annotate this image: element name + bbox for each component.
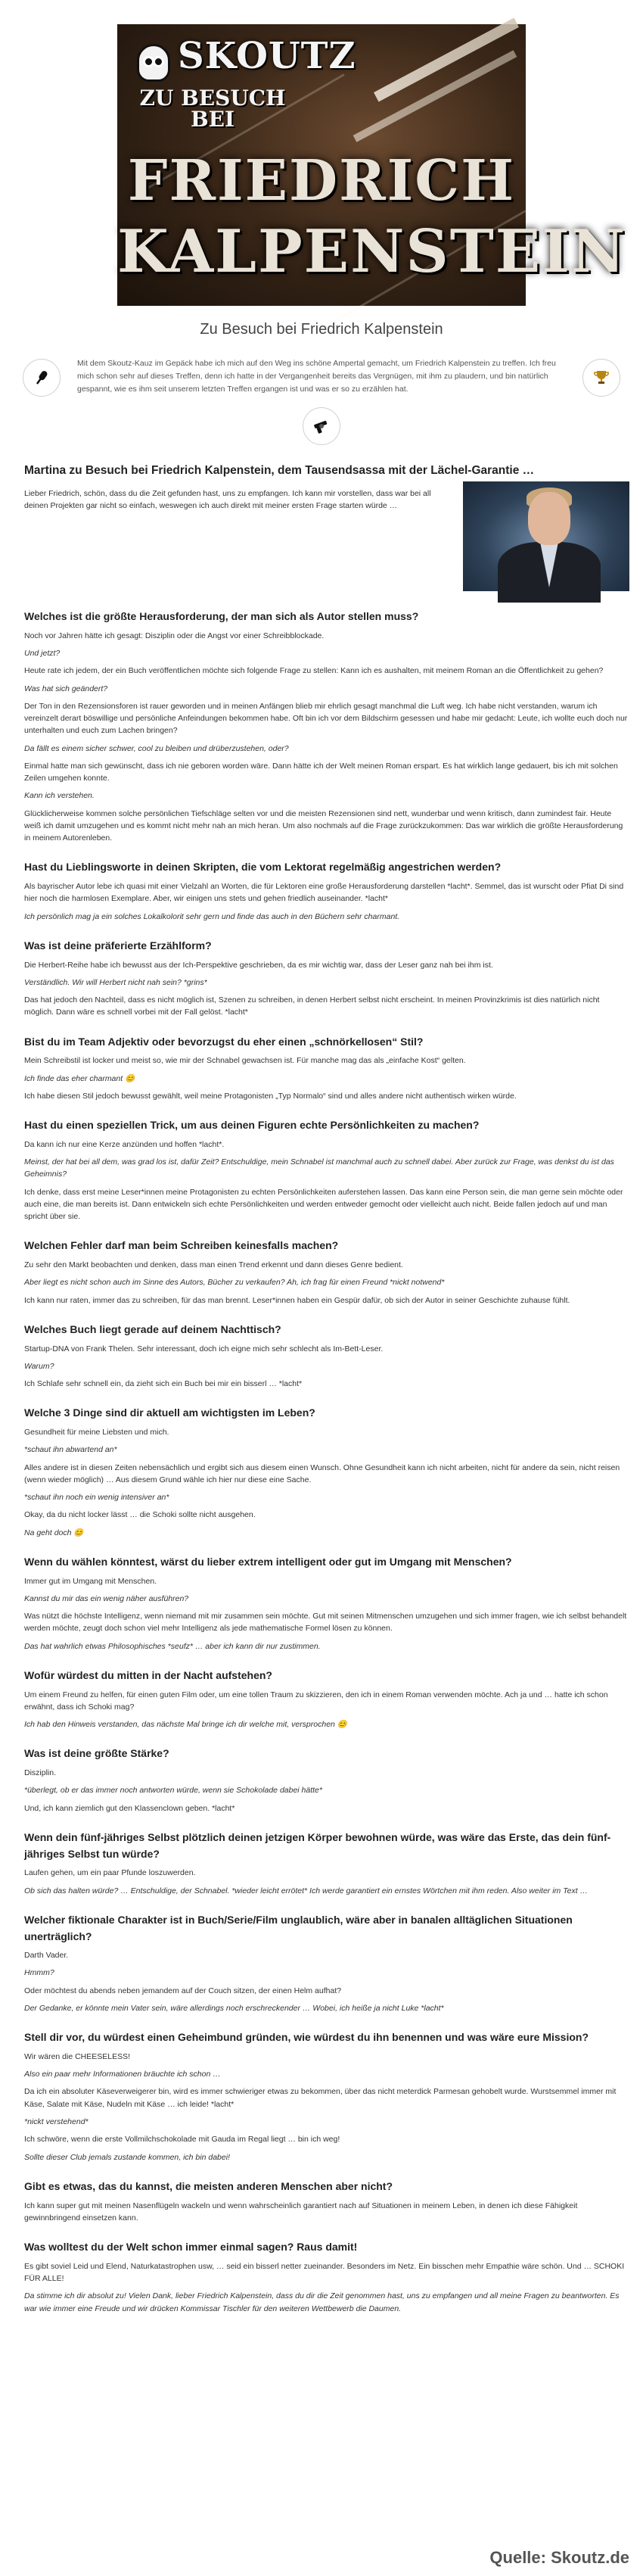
qa-section xyxy=(24,2029,629,2163)
answer-paragraph: Es gibt soviel Leid und Elend, Naturkatastrophen usw, … seid ein bisserl netter zueinander. Besonders im Netz. Ein bisschen mehr Empathie wäre schön. Und … SCHOKI FÜR ALLE! xyxy=(24,2261,625,2283)
answer-paragraph: Da ich ein absoluter Käseverweigerer bin, wird es immer schwieriger etwas zu bekommen, über das nicht meterdick Parmesan gehobelt wurde. Wurstsemmel immer mit Käse, Salate mit Käse, Nudeln mit Käse … ich leide! *lacht* xyxy=(24,2087,617,2109)
qa-section xyxy=(24,1034,629,1102)
question-heading: Was ist deine größte Stärke? xyxy=(24,1747,169,1760)
interviewer-remark: Na geht doch 😊 xyxy=(24,1528,84,1537)
interview-content xyxy=(24,462,629,2320)
answer-paragraph: Und, ich kann ziemlich gut den Klassenclown geben. *lacht* xyxy=(24,1803,235,1813)
answer-paragraph: Oder möchtest du abends neben jemandem auf der Couch sitzen, der einen Helm aufhat? xyxy=(24,1986,342,1995)
qa-section xyxy=(24,1746,629,1814)
answer-paragraph: Ich denke, dass erst meine Leser*innen meine Protagonisten zu echten Persönlichkeiten auferstehen lassen. Das kann eine Person sein, die man gerne sein möchte oder auch eine, die man bereits ist. Dann entwickeln sich echte Persönlichkeiten und werden entweder gemocht oder vielleicht auch nicht. Beide fallen jedoch auf und man spricht über sie. xyxy=(24,1187,623,1222)
interviewer-remark: Ich finde das eher charmant 😊 xyxy=(24,1073,135,1083)
answer-paragraph: Wir wären die CHEESELESS! xyxy=(24,2051,131,2061)
owl-logo-icon xyxy=(137,44,170,82)
qa-section xyxy=(24,2239,629,2315)
question-heading: Hast du Lieblingsworte in deinen Skripten, die vom Lektorat regelmäßig angestrichen werden? xyxy=(24,861,502,874)
interviewer-remark: Hmmm? xyxy=(24,1968,54,1978)
page-title: Zu Besuch bei Friedrich Kalpenstein xyxy=(200,321,443,338)
interviewer-remark: Das hat wahrlich etwas Philosophisches *seufz* … aber ich kann dir nur zustimmen. xyxy=(24,1641,321,1651)
author-portrait xyxy=(463,481,629,591)
brand-title: SKOUTZ xyxy=(178,35,356,77)
interviewer-remark: Sollte dieser Club jemals zustande kommen, ich bin dabei! xyxy=(24,2152,230,2162)
interviewer-remark: Und jetzt? xyxy=(24,648,61,658)
question-heading: Wenn du wählen könntest, wärst du lieber extrem intelligent oder gut im Umgang mit Menschen? xyxy=(24,1555,512,1568)
intro-section xyxy=(23,356,620,401)
answer-paragraph: Immer gut im Umgang mit Menschen. xyxy=(24,1576,157,1586)
question-heading: Was wolltest du der Welt schon immer einmal sagen? Raus damit! xyxy=(24,2241,358,2254)
answer-paragraph: Mein Schreibstil ist locker und meist so, wie mir der Schnabel gewachsen ist. Für manche mag das als „einfache Kost“ gelten. xyxy=(24,1056,466,1066)
interviewer-remark: Aber liegt es nicht schon auch im Sinne des Autors, Bücher zu verkaufen? Ah, ich frag für einen Freund *nickt notwend* xyxy=(24,1278,445,1288)
question-heading: Was ist deine präferierte Erzählform? xyxy=(24,939,212,952)
qa-list xyxy=(24,609,629,2315)
question-heading: Stell dir vor, du würdest einen Geheimbund gründen, wie würdest du ihn benennen und was wäre eure Mission? xyxy=(24,2031,589,2044)
answer-paragraph: Glücklicherweise kommen solche persönlichen Tiefschläge selten vor und die meisten Rezensionen sind nett, wunderbar und wenn kritisch, dann zumindest fair. Heute weiß ich damit umzugehen und es kommt nicht mehr nah an mich heran. Um also nochmals auf die Frage zurückzukommen: Das war wirklich die größte Herausforderung in meinem Autorenleben. xyxy=(24,808,623,843)
interviewer-remark: Meinst, der hat bei all dem, was grad los ist, dafür Zeit? Entschuldige, mein Schnabel ist manchmal auch zu schnell dabei. Aber zurück zur Frage, was denkst du ist das Geheimnis? xyxy=(24,1157,614,1179)
question-heading: Welches Buch liegt gerade auf deinem Nachttisch? xyxy=(24,1322,281,1335)
answer-paragraph: Okay, da du nicht locker lässt … die Schoki sollte nicht ausgehen. xyxy=(24,1510,256,1520)
interview-title: Martina zu Besuch bei Friedrich Kalpenstein, dem Tausendsassa mit der Lächel-Garantie … xyxy=(24,464,535,477)
question-heading: Wenn dein fünf-jähriges Selbst plötzlich deinen jetzigen Körper bewohnen würde, was wäre das Erste, das dein fünf-jähriges Selbst tun würde? xyxy=(24,1830,611,1860)
banner-name-line2: KALPENSTEIN xyxy=(117,217,627,286)
interviewer-remark: Ob sich das halten würde? … Entschuldige, der Schnabel. *wieder leicht errötet* Ich werde garantiert ein ernstes Wörtchen mit ihm reden. Also weiter im Text … xyxy=(24,1886,589,1895)
answer-paragraph: Startup-DNA von Frank Thelen. Sehr interessant, doch ich eigne mich sehr schlecht als Im-Bett-Leser. xyxy=(24,1344,384,1353)
qa-section xyxy=(24,1238,629,1306)
interviewer-remark: Kann ich verstehen. xyxy=(24,791,95,801)
answer-paragraph: Ich Schlafe sehr schnell ein, da zieht sich ein Buch bei mir ein bisserl … *lacht* xyxy=(24,1379,303,1389)
qa-section xyxy=(24,2179,629,2224)
answer-paragraph: Ich habe diesen Stil jedoch bewusst gewählt, weil meine Protagonisten „Typ Normalo“ sind und alles andere nicht authentisch wirken würde. xyxy=(24,1091,517,1101)
answer-paragraph: Als bayrischer Autor lebe ich quasi mit einer Vielzahl an Worten, die für Lektoren eine große Herausforderung darstellen *lacht*. Semmel, das ist wurscht oder Pfiat Di sind hier noch die harmlosen Exemplare. Aber, wir einigen uns stets und gehen friedlich auseinander. *lacht* xyxy=(24,882,624,904)
interviewer-remark: Der Gedanke, er könnte mein Vater sein, wäre allerdings noch erschreckender … Wobei, ich heiße ja nicht Luke *lacht* xyxy=(24,2004,444,2013)
qa-section xyxy=(24,1912,629,2014)
banner-name-line1: FRIEDRICH xyxy=(127,148,516,213)
interviewer-remark: Da fällt es einem sicher schwer, cool zu bleiben und drüberzustehen, oder? xyxy=(24,743,289,753)
qa-section xyxy=(24,1554,629,1652)
answer-paragraph: Heute rate ich jedem, der ein Buch veröffentlichen möchte sich folgende Frage zu stellen: Kann ich es aushalten, mit meinem Roman an die Öffentlichkeit zu gehen? xyxy=(24,666,604,676)
answer-paragraph: Der Ton in den Rezensionsforen ist rauer geworden und in meinen Anfängen blieb mir ehrlich gesagt manchmal die Luft weg. Ich habe nicht verstanden, warum ich vereinzelt derart böswillige und persönliche Anfeindungen bekommen habe. Oft bin ich vor dem Bildschirm gesessen und habe mir gedacht: Leute, ich wollte euch doch nur unterhalten und euch zum Lachen bringen? xyxy=(24,701,628,736)
trophy-icon xyxy=(582,359,620,397)
qa-section xyxy=(24,1668,629,1730)
question-heading: Bist du im Team Adjektiv oder bevorzugst du eher einen „schnörkellosen“ Stil? xyxy=(24,1035,424,1048)
interviewer-remark: Kannst du mir das ein wenig näher ausführen? xyxy=(24,1593,189,1603)
answer-paragraph: Das hat jedoch den Nachteil, dass es nicht möglich ist, Szenen zu schreiben, in denen Herbert selbst nicht erscheint. In meinen Provinzkrimis ist dies natürlich nicht möglich. Dann wäre es schnell vorbei mit der Fall gelöst. *lacht* xyxy=(24,995,600,1017)
answer-paragraph: Alles andere ist in diesen Zeiten nebensächlich und ergibt sich aus diesem einen Wunsch. Ohne Gesundheit kann ich nicht arbeiten, nicht für andere da sein, nicht reisen (wenn wieder möglich) … Aus diesem Grund wähle ich hier nur diese eine Sache. xyxy=(24,1462,620,1484)
source-credit: Quelle: Skoutz.de xyxy=(489,2548,629,2567)
interviewer-remark: Da stimme ich dir absolut zu! Vielen Dank, lieber Friedrich Kalpenstein, dass du dir die Zeit genommen hast, uns zu empfangen und all meine Fragen zu beantworten. Es war wie immer eine Freude und wir drücken Kommissar Tischler für den weiteren Wettbewerb die Daumen. xyxy=(24,2291,620,2313)
answer-paragraph: Da kann ich nur eine Kerze anzünden und hoffen *lacht*. xyxy=(24,1139,225,1149)
answer-paragraph: Was nützt die höchste Intelligenz, wenn niemand mit mir zusammen sein möchte. Gut mit seinen Mitmenschen umzugehen und sich immer fragen, wie ich selbst behandelt werden möchte, zeugt doch schon viel mehr Intelligenz als jede mathematische Formel lösen zu können. xyxy=(24,1612,627,1634)
revolver-icon xyxy=(303,407,340,445)
interview-opening xyxy=(24,487,629,593)
opening-paragraph: Lieber Friedrich, schön, dass du die Zeit gefunden hast, uns zu empfangen. Ich kann mir vorstellen, dass war bei all deinen Projekten gar nicht so einfach, weswegen ich auch direkt mit meiner ersten Frage starten würde … xyxy=(24,489,431,511)
answer-paragraph: Gesundheit für meine Liebsten und mich. xyxy=(24,1428,169,1438)
interviewer-remark: Ich hab den Hinweis verstanden, das nächste Mal bringe ich dir welche mit, versprochen 😊 xyxy=(24,1720,347,1730)
hero-banner xyxy=(117,24,627,306)
banner-subtitle: ZU BESUCH BEI xyxy=(139,86,286,132)
answer-paragraph: Zu sehr den Markt beobachten und denken, dass man einen Trend erkennt und dann dieses Genre bedient. xyxy=(24,1260,403,1270)
answer-paragraph: Darth Vader. xyxy=(24,1951,69,1961)
interviewer-remark: Warum? xyxy=(24,1361,54,1371)
answer-paragraph: Disziplin. xyxy=(24,1768,57,1778)
interviewer-remark: *überlegt, ob er das immer noch antworten würde, wenn sie Schokolade dabei hätte* xyxy=(24,1786,322,1796)
interviewer-remark: *schaut ihn noch ein wenig intensiver an* xyxy=(24,1493,169,1503)
qa-section xyxy=(24,609,629,844)
question-heading: Hast du einen speziellen Trick, um aus deinen Figuren echte Persönlichkeiten zu machen? xyxy=(24,1119,480,1132)
qa-section xyxy=(24,1830,629,1897)
intro-text: Mit dem Skoutz-Kauz im Gepäck habe ich mich auf den Weg ins schöne Ampertal gemacht, um Friedrich Kalpenstein zu treffen. Ich freu mich schon sehr auf dieses Treffen, denn ich hatte in der Vergangenheit bereits das Vergnügen, mit ihm zu plaudern, und bin natürlich gespannt, wie es ihm seit unserem letzten Treffen ergangen ist und was er so zu erzählen hat. xyxy=(77,359,556,394)
qa-section xyxy=(24,1405,629,1539)
question-heading: Welches ist die größte Herausforderung, der man sich als Autor stellen muss? xyxy=(24,610,419,623)
interviewer-remark: Verständlich. Wir will Herbert nicht nah sein? *grins* xyxy=(24,977,207,987)
question-heading: Gibt es etwas, das du kannst, die meisten anderen Menschen aber nicht? xyxy=(24,2179,393,2192)
interviewer-remark: Also ein paar mehr Informationen bräuchte ich schon … xyxy=(24,2070,221,2079)
answer-paragraph: Die Herbert-Reihe habe ich bewusst aus der Ich-Perspektive geschrieben, da es mir wichtig war, dass der Leser ganz nah bei ihm ist. xyxy=(24,960,493,970)
qa-section xyxy=(24,1322,629,1390)
qa-section xyxy=(24,859,629,922)
microphone-icon xyxy=(23,359,61,397)
qa-section xyxy=(24,1117,629,1223)
question-heading: Welcher fiktionale Charakter ist in Buch/Serie/Film unglaublich, wäre aber in banalen alltäglichen Situationen unerträglich? xyxy=(24,1913,573,1942)
question-heading: Wofür würdest du mitten in der Nacht aufstehen? xyxy=(24,1668,272,1681)
answer-paragraph: Einmal hatte man sich gewünscht, dass ich nie geboren worden wäre. Dann hätte ich der Welt meinen Roman erspart. Es hat wirklich lange gedauert, bis ich mit solchen Zeilen umgehen konnte. xyxy=(24,761,618,783)
question-heading: Welchen Fehler darf man beim Schreiben keinesfalls machen? xyxy=(24,1239,339,1252)
qa-section xyxy=(24,938,629,1019)
answer-paragraph: Ich schwöre, wenn die erste Vollmilchschokolade mit Gauda im Regal liegt … bin ich weg! xyxy=(24,2135,340,2145)
answer-paragraph: Noch vor Jahren hätte ich gesagt: Disziplin oder die Angst vor einer Schreibblockade. xyxy=(24,631,325,640)
answer-paragraph: Ich kann super gut mit meinen Nasenflügeln wackeln und wenn wahrscheinlich garantiert nach auf Situationen in meinem Leben, in denen ich diese Fähigkeit gewinnbringend einsetzen kann. xyxy=(24,2201,578,2222)
interviewer-remark: *nickt verstehend* xyxy=(24,2117,89,2127)
interviewer-remark: Was hat sich geändert? xyxy=(24,684,108,693)
answer-paragraph: Laufen gehen, um ein paar Pfunde loszuwerden. xyxy=(24,1868,196,1878)
question-heading: Welche 3 Dinge sind dir aktuell am wichtigsten im Leben? xyxy=(24,1406,315,1419)
answer-paragraph: Um einem Freund zu helfen, für einen guten Film oder, um eine tollen Traum zu skizzieren, den ich in einem Roman verwenden möchte. Ach ja und … hatte ich schon erwähnt, dass ich Schoki mag? xyxy=(24,1690,608,1712)
answer-paragraph: Ich kann nur raten, immer das zu schreiben, für das man brennt. Leser*innen haben ein Gespür dafür, ob sich der Autor in seiner Geschichte zuhause fühlt. xyxy=(24,1295,570,1305)
interviewer-remark: *schaut ihn abwartend an* xyxy=(24,1445,117,1455)
interviewer-remark: Ich persönlich mag ja ein solches Lokalkolorit sehr gern und finde das auch in den Büchern sehr charmant. xyxy=(24,911,400,921)
